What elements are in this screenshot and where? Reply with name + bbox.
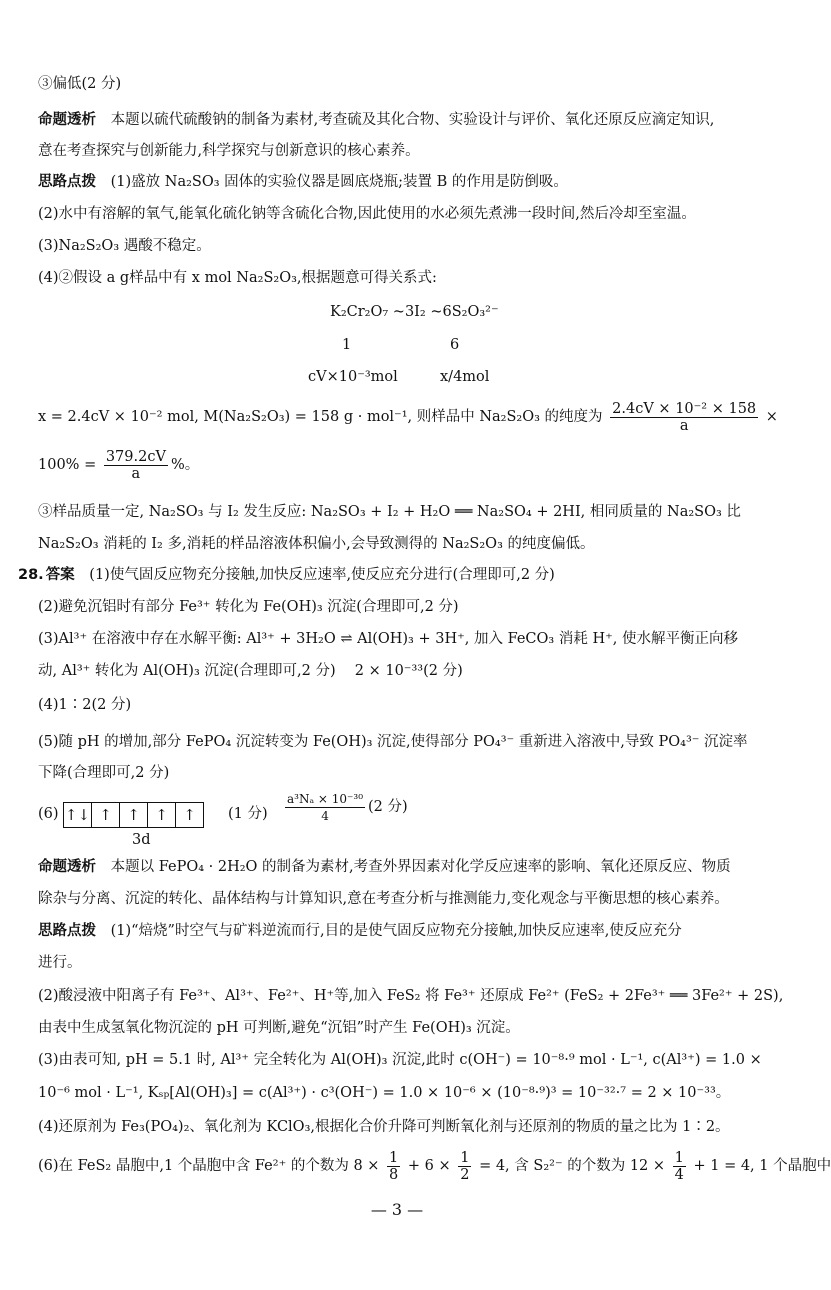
density-score: (2 分)	[368, 799, 408, 815]
orbital-box: ↑	[91, 802, 120, 828]
hint-item-4: (4)还原剂为 Fe₃(PO₄)₂、氧化剂为 KClO₃,根据化合价升降可判断氧化剂与还原剂的物质的量之比为 1∶2。	[38, 1119, 730, 1135]
answer-label: 答案	[45, 567, 75, 583]
analysis-paragraph-27	[38, 110, 768, 130]
orbital-diagram	[64, 802, 204, 826]
hint-item-6-text-b: + 6 ×	[407, 1158, 451, 1174]
answer-item-5-cont: 下降(合理即可,2 分)	[38, 765, 170, 781]
page-number: — 3 —	[370, 1200, 424, 1219]
purity-calculation	[38, 400, 778, 434]
answer-item-4: (4)1∶2(2 分)	[38, 697, 132, 713]
orbital-box: ↑	[175, 802, 204, 828]
purity-numerator: 2.4cV × 10⁻² × 158	[612, 400, 757, 417]
hint-item-6-text-d: + 1 = 4, 1 个晶胞中	[693, 1158, 831, 1174]
orbital-box: ↑	[147, 802, 176, 828]
hint-text: (1)盛放 Na₂SO₃ 固体的实验仪器是圆底烧瓶;装置 B 的作用是防倒吸。	[110, 174, 568, 190]
fraction-numerator: 1	[674, 1149, 684, 1166]
relation-amount-left: cV×10⁻³mol	[308, 369, 398, 385]
hint-item-3: (3)由表可知, pH = 5.1 时, Al³⁺ 完全转化为 Al(OH)₃ 沉淀,此时 c(OH⁻) = 10⁻⁸·⁹ mol · L⁻¹, c(Al³⁺) = 1.0 ×	[38, 1052, 762, 1068]
hint-item-3-cont: 10⁻⁶ mol · L⁻¹, Kₛₚ[Al(OH)₃] = c(Al³⁺) · c³(OH⁻) = 1.0 × 10⁻⁶ × (10⁻⁸·⁹)³ = 10⁻³²·⁷ = 2 × 10⁻³³。	[38, 1085, 731, 1101]
answer-item-2: (2)避免沉铝时有部分 Fe³⁺ 转化为 Fe(OH)₃ 沉淀(合理即可,2 分)	[38, 599, 459, 615]
purity-result-numerator: 379.2cV	[105, 448, 166, 465]
orbital-score: (1 分)	[228, 806, 268, 822]
hint-item-4-3: ③样品质量一定, Na₂SO₃ 与 I₂ 发生反应: Na₂SO₃ + I₂ + H₂O ══ Na₂SO₄ + 2HI, 相同质量的 Na₂SO₃ 比	[38, 504, 741, 520]
relation-ratio-right: 6	[450, 337, 460, 353]
answer-part3-item3: ③偏低(2 分)	[38, 76, 122, 92]
analysis-label: 命题透析	[38, 859, 96, 875]
answer-item-1: (1)使气固反应物充分接触,加快反应速率,使反应充分进行(合理即可,2 分)	[89, 567, 555, 583]
purity-text: x = 2.4cV × 10⁻² mol, M(Na₂S₂O₃) = 158 g · mol⁻¹, 则样品中 Na₂S₂O₃ 的纯度为	[38, 409, 603, 425]
fraction-denominator: 8	[389, 1166, 399, 1183]
fraction-numerator: 1	[389, 1149, 399, 1166]
purity-fraction	[610, 401, 758, 434]
hint-item-3: (3)Na₂S₂O₃ 遇酸不稳定。	[38, 238, 211, 254]
hint-text-cont: 进行。	[38, 955, 82, 971]
analysis-label: 命题透析	[38, 112, 96, 128]
purity-result-fraction	[104, 449, 168, 482]
analysis-text: 本题以 FePO₄ · 2H₂O 的制备为素材,考查外界因素对化学反应速率的影响、氧化还原反应、物质	[110, 859, 731, 875]
fraction-one-eighth	[387, 1150, 400, 1183]
answer-item-5: (5)随 pH 的增加,部分 FePO₄ 沉淀转变为 Fe(OH)₃ 沉淀,使得部分 PO₄³⁻ 重新进入溶液中,导致 PO₄³⁻ 沉淀率	[38, 734, 748, 750]
purity-result-prefix: 100% =	[38, 457, 97, 473]
hint-item-6	[38, 1148, 831, 1184]
hint-item-6-text-c: = 4, 含 S₂²⁻ 的个数为 12 ×	[479, 1158, 666, 1174]
orbital-label: 3d	[132, 832, 151, 848]
orbital-box: ↑	[119, 802, 148, 828]
density-numerator: a³Nₐ × 10⁻³⁰	[287, 791, 364, 806]
relation-ratio-left: 1	[342, 337, 352, 353]
answer-item-6-label: (6)	[38, 806, 59, 822]
question-number: 28.	[18, 567, 44, 583]
answer-item-3: (3)Al³⁺ 在溶液中存在水解平衡: Al³⁺ + 3H₂O ⇌ Al(OH)₃ + 3H⁺, 加入 FeCO₃ 消耗 H⁺, 使水解平衡正向移	[38, 631, 738, 647]
purity-result-suffix: %。	[170, 457, 200, 473]
hint-label: 思路点拨	[38, 174, 96, 190]
hint-label: 思路点拨	[38, 923, 96, 939]
hint-item-2: (2)水中有溶解的氧气,能氧化硫化钠等含硫化合物,因此使用的水必须先煮沸一段时间,然后冷却至室温。	[38, 206, 696, 222]
hint-item-6-text-a: (6)在 FeS₂ 晶胞中,1 个晶胞中含 Fe²⁺ 的个数为 8 ×	[38, 1158, 380, 1174]
hint-item-4-3-cont: Na₂S₂O₃ 消耗的 I₂ 多,消耗的样品溶液体积偏小,会导致测得的 Na₂S₂O₃ 的纯度偏低。	[38, 536, 595, 552]
hint-item-2-cont: 由表中生成氢氧化物沉淀的 pH 可判断,避免“沉铝”时产生 Fe(OH)₃ 沉淀。	[38, 1020, 520, 1036]
fraction-one-quarter	[673, 1150, 686, 1183]
fraction-numerator: 1	[460, 1149, 470, 1166]
density-fraction	[285, 791, 365, 824]
analysis-text: 本题以硫代硫酸钠的制备为素材,考查硫及其化合物、实验设计与评价、氧化还原反应滴定知识,	[110, 112, 715, 128]
hint-paragraph-27	[38, 172, 768, 192]
relation-amount-right: x/4mol	[440, 369, 490, 385]
hint-item-4: (4)②假设 a g样品中有 x mol Na₂S₂O₃,根据题意可得关系式:	[38, 270, 437, 286]
orbital-box: ↑↓	[63, 802, 92, 828]
fraction-denominator: 2	[460, 1166, 470, 1183]
answer-item-3-cont: 动, Al³⁺ 转化为 Al(OH)₃ 沉淀(合理即可,2 分) 2 × 10⁻³³(2 分)	[38, 663, 463, 679]
purity-result	[38, 448, 768, 482]
hint-paragraph-28	[38, 921, 768, 941]
hint-item-2: (2)酸浸液中阳离子有 Fe³⁺、Al³⁺、Fe²⁺、H⁺等,加入 FeS₂ 将 Fe³⁺ 还原成 Fe²⁺ (FeS₂ + 2Fe³⁺ ══ 3Fe²⁺ + 2S),	[38, 988, 784, 1004]
fraction-one-half	[458, 1150, 471, 1183]
density-answer	[282, 790, 408, 824]
analysis-paragraph-28	[38, 857, 768, 877]
fraction-denominator: 4	[674, 1166, 684, 1183]
hint-text: (1)“焙烧”时空气与矿料逆流而行,目的是使气固反应物充分接触,加快反应速率,使反应充分	[110, 923, 682, 939]
analysis-text-cont: 意在考查探究与创新能力,科学探究与创新意识的核心素养。	[38, 143, 420, 159]
purity-denominator: a	[679, 417, 689, 434]
purity-result-denominator: a	[131, 465, 141, 482]
density-denominator: 4	[321, 808, 329, 823]
answer-28-header	[18, 565, 768, 585]
analysis-text-cont: 除杂与分离、沉淀的转化、晶体结构与计算知识,意在考查分析与推测能力,变化观念与平衡思想的核心素养。	[38, 891, 729, 907]
purity-times: ×	[765, 409, 778, 425]
relation-equation: K₂Cr₂O₇ ~3I₂ ~6S₂O₃²⁻	[330, 304, 499, 320]
